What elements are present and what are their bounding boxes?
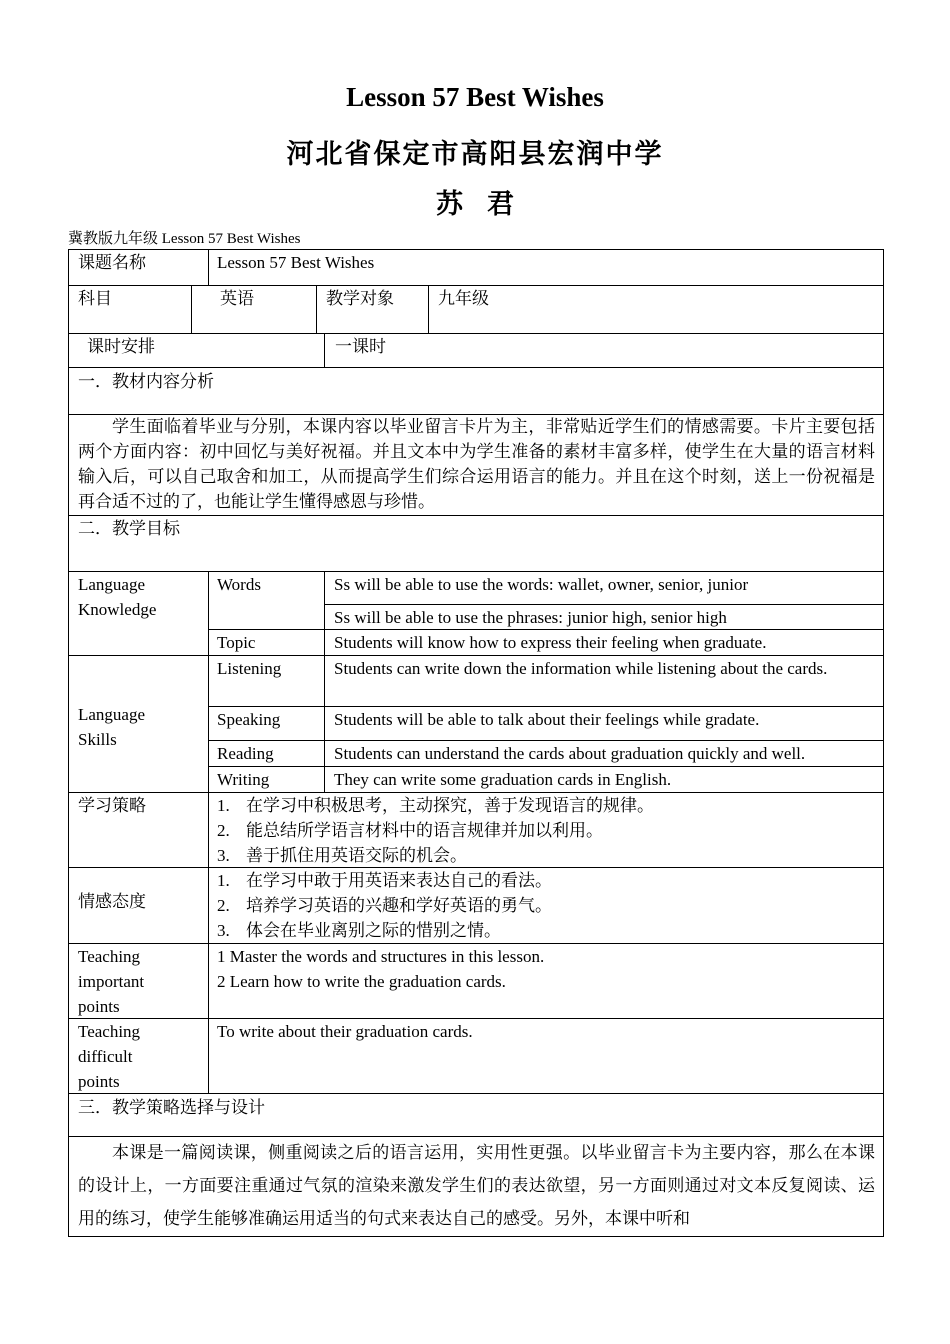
author-last: 君 bbox=[487, 189, 514, 219]
reading-label: Reading bbox=[217, 744, 274, 763]
writing-objective: They can write some graduation cards in English. bbox=[334, 770, 672, 789]
document-subtitle: 冀教版九年级 Lesson 57 Best Wishes bbox=[68, 231, 301, 247]
important-label-1: Teaching bbox=[78, 947, 141, 966]
schedule-value: 一课时 bbox=[335, 337, 386, 356]
speaking-label: Speaking bbox=[217, 710, 281, 729]
difficult-label-3: points bbox=[78, 1072, 120, 1091]
audience-label: 教学对象 bbox=[326, 289, 394, 308]
important-label-3: points bbox=[78, 997, 120, 1016]
difficult-label-2: difficult bbox=[78, 1047, 133, 1066]
list-item: 2. 能总结所学语言材料中的语言规律并加以利用。 bbox=[217, 821, 603, 840]
list-item: 1. 在学习中敢于用英语来表达自己的看法。 bbox=[217, 871, 552, 890]
author-first: 苏 bbox=[436, 189, 463, 219]
strategy-list bbox=[217, 793, 654, 868]
section-1-heading: 一．教材内容分析 bbox=[78, 372, 214, 391]
section-3-heading: 三．教学策略选择与设计 bbox=[78, 1098, 265, 1117]
important-point-2: 2 Learn how to write the graduation cards. bbox=[217, 972, 506, 991]
language-knowledge-label-1: Language bbox=[78, 575, 146, 594]
words-objective-2: Ss will be able to use the phrases: junior high, senior high bbox=[334, 608, 727, 627]
difficult-point: To write about their graduation cards. bbox=[217, 1022, 473, 1041]
document-title: Lesson 57 Best Wishes bbox=[346, 82, 604, 112]
audience-value: 九年级 bbox=[438, 289, 489, 308]
words-objective-1: Ss will be able to use the words: wallet, owner, senior, junior bbox=[334, 575, 749, 594]
list-item: 3. 体会在毕业离别之际的惜别之情。 bbox=[217, 921, 501, 940]
attitude-list bbox=[217, 868, 552, 943]
topic-objective: Students will know how to express their feeling when graduate. bbox=[334, 633, 767, 652]
subject-value: 英语 bbox=[220, 289, 254, 308]
section-3-body: 本课是一篇阅读课，侧重阅读之后的语言运用，实用性更强。以毕业留言卡为主要内容，那么在本课的设计上，一方面要注重通过气氛的渲染来激发学生们的表达欲望，另一方面则通过对文本反复阅读、运用的练习，使学生能够准确运用适当的句式来表达自己的感受。另外，本课中听和 bbox=[78, 1143, 875, 1228]
topic-value: Lesson 57 Best Wishes bbox=[217, 253, 375, 272]
section-1-body: 学生面临着毕业与分别，本课内容以毕业留言卡片为主，非常贴近学生们的情感需要。卡片主要包括两个方面内容：初中回忆与美好祝福。并且文本中为学生准备的素材丰富多样，使学生在大量的语言材料输入后，可以自己取舍和加工，从而提高学生们综合运用语言的能力。并且在这个时刻，送上一份祝福是再合适不过的了，也能让学生懂得感恩与珍惜。 bbox=[78, 417, 875, 511]
topic-label: 课题名称 bbox=[78, 253, 146, 272]
author-name bbox=[0, 182, 950, 221]
important-point-1: 1 Master the words and structures in this lesson. bbox=[217, 947, 545, 966]
attitude-label: 情感态度 bbox=[78, 892, 146, 911]
writing-label: Writing bbox=[217, 770, 270, 789]
words-label: Words bbox=[217, 575, 261, 594]
list-item: 1. 在学习中积极思考，主动探究，善于发现语言的规律。 bbox=[217, 796, 654, 815]
list-item: 2. 培养学习英语的兴趣和学好英语的勇气。 bbox=[217, 896, 552, 915]
language-knowledge-label-2: Knowledge bbox=[78, 600, 157, 619]
speaking-objective: Students will be able to talk about their feelings while gradate. bbox=[334, 710, 760, 729]
difficult-label-1: Teaching bbox=[78, 1022, 141, 1041]
section-2-heading: 二．教学目标 bbox=[78, 519, 180, 538]
subject-label: 科目 bbox=[78, 289, 112, 308]
school-name: 河北省保定市高阳县宏润中学 bbox=[286, 139, 664, 169]
schedule-label: 课时安排 bbox=[87, 337, 155, 356]
language-skills-label-1: Language bbox=[78, 705, 146, 724]
topic-objective-label: Topic bbox=[217, 633, 256, 652]
listening-label: Listening bbox=[217, 659, 282, 678]
reading-objective: Students can understand the cards about graduation quickly and well. bbox=[334, 744, 806, 763]
strategy-label: 学习策略 bbox=[78, 796, 146, 815]
listening-objective: Students can write down the information while listening about the cards. bbox=[334, 659, 828, 678]
list-item: 3. 善于抓住用英语交际的机会。 bbox=[217, 846, 467, 865]
language-skills-label-2: Skills bbox=[78, 730, 117, 749]
lesson-plan-table bbox=[68, 249, 884, 1237]
important-label-2: important bbox=[78, 972, 145, 991]
